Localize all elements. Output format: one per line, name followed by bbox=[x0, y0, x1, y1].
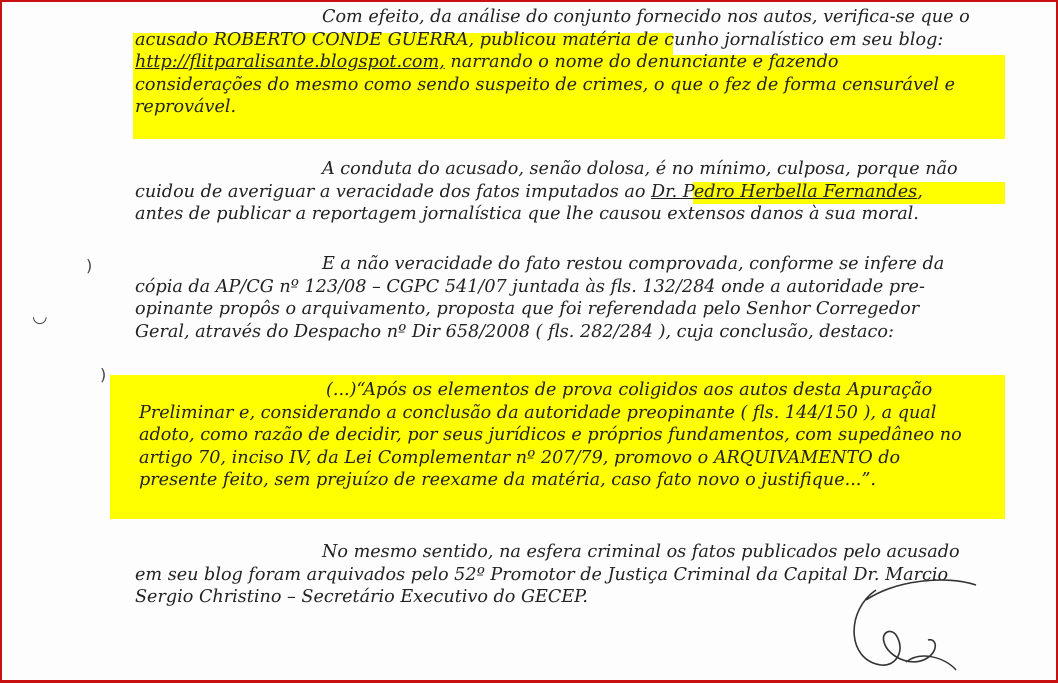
paragraph-3 bbox=[135, 253, 1020, 343]
text-line: em seu blog foram arquivados pelo 52º Promotor de Justiça Criminal da Capital Dr. Marcio bbox=[135, 564, 949, 585]
blog-link[interactable]: http://flitparalisante.blogspot.com, bbox=[135, 52, 445, 72]
margin-mark: ) bbox=[86, 256, 93, 275]
text-line: acusado ROBERTO CONDE GUERRA, publicou matéria de cunho jornalístico em seu blog: bbox=[135, 29, 944, 50]
text-line bbox=[135, 51, 1020, 74]
text-line: opinante propôs o arquivamento, proposta que foi referendada pelo Senhor Corregedor bbox=[135, 299, 920, 319]
text-line: A conduta do acusado, senão dolosa, é no mínimo, culposa, porque não bbox=[322, 159, 958, 179]
paragraph-1 bbox=[135, 6, 1020, 119]
text-line: cópia da AP/CG nº 123/08 – CGPC 541/07 juntada às fls. 132/284 onde a autoridade pre- bbox=[135, 276, 925, 297]
text-line: adoto, como razão de decidir, por seus jurídicos e próprios fundamentos, com supedâneo no bbox=[139, 425, 962, 445]
text-span: narrando o nome do denunciante e fazendo bbox=[444, 52, 839, 72]
text-line: Geral, através do Despacho nº Dir 658/2008 ( fls. 282/284 ), cuja conclusão, destaco: bbox=[135, 321, 894, 342]
text-line: Sergio Christino – Secretário Executivo do GECEP. bbox=[135, 587, 589, 607]
paragraph-2 bbox=[135, 158, 1020, 226]
text-span: , bbox=[917, 181, 923, 202]
text-line: Com efeito, da análise do conjunto fornecido nos autos, verifica-se que o bbox=[322, 7, 970, 27]
text-line: artigo 70, inciso IV, da Lei Complementar nº 207/79, promovo o ARQUIVAMENTO do bbox=[139, 447, 901, 468]
text-line: E a não veracidade do fato restou comprovada, conforme se infere da bbox=[322, 254, 945, 274]
margin-mark: ◡ bbox=[32, 306, 48, 327]
text-line: presente feito, sem prejuízo de reexame da matéria, caso fato novo o justifique...”. bbox=[139, 470, 876, 490]
signature-icon bbox=[836, 570, 986, 680]
text-span: cuidou de averiguar a veracidade dos fatos imputados ao bbox=[135, 181, 652, 202]
text-line: considerações do mesmo como sendo suspeito de crimes, o que o fez de forma censurável e bbox=[135, 74, 956, 95]
text-line: Preliminar e, considerando a conclusão da autoridade preopinante ( fls. 144/150 ), a qual bbox=[139, 402, 937, 423]
person-name: Dr. Pedro Herbella Fernandes bbox=[651, 181, 918, 202]
quote-paragraph bbox=[139, 379, 1024, 492]
text-line: reprovável. bbox=[135, 97, 237, 117]
text-line: antes de publicar a reportagem jornalística que lhe causou extensos danos à sua moral. bbox=[135, 204, 919, 224]
text-line: (...)“Após os elementos de prova coligidos aos autos desta Apuração bbox=[326, 380, 933, 400]
text-line: No mesmo sentido, na esfera criminal os fatos publicados pelo acusado bbox=[322, 542, 960, 562]
text-line bbox=[135, 181, 1020, 204]
margin-mark: ) bbox=[100, 365, 107, 384]
